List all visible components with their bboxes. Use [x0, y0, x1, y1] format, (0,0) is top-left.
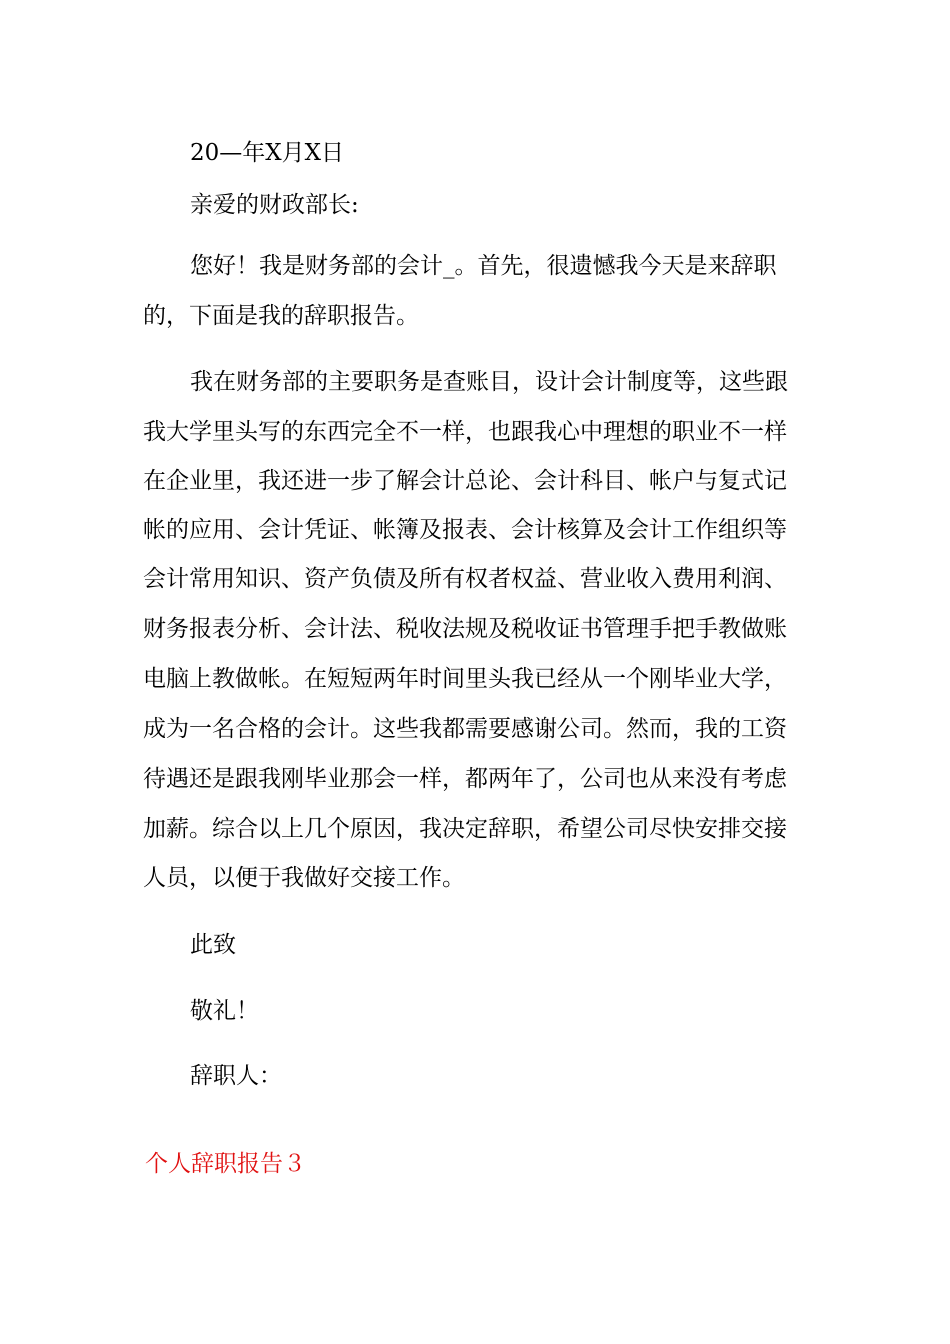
letter-date: 20—年X月X日 — [190, 140, 345, 166]
body-line: 加薪。综合以上几个原因，我决定辞职，希望公司尽快安排交接 — [143, 816, 787, 842]
body-line: 在企业里，我还进一步了解会计总论、会计科目、帐户与复式记 — [143, 468, 787, 494]
letter-salutation: 亲爱的财政部长: — [190, 192, 359, 218]
body-line: 我大学里头写的东西完全不一样，也跟我心中理想的职业不一样 — [143, 419, 787, 445]
body-line: 会计常用知识、资产负债及所有权者权益、营业收入费用利润、 — [143, 566, 787, 592]
intro-line: 您好！我是财务部的会计_。首先，很遗憾我今天是来辞职 — [190, 253, 777, 279]
intro-line: 的，下面是我的辞职报告。 — [143, 303, 419, 329]
signer-label: 辞职人： — [190, 1063, 282, 1089]
body-line: 人员，以便于我做好交接工作。 — [143, 865, 465, 891]
section-heading: 个人辞职报告３ — [145, 1151, 306, 1177]
closing-regards: 敬礼！ — [190, 998, 259, 1024]
body-line: 我在财务部的主要职务是查账目，设计会计制度等，这些跟 — [190, 369, 788, 395]
body-line: 待遇还是跟我刚毕业那会一样，都两年了，公司也从来没有考虑 — [143, 766, 787, 792]
body-line: 财务报表分析、会计法、税收法规及税收证书管理手把手教做账 — [143, 616, 787, 642]
body-line: 电脑上教做帐。在短短两年时间里头我已经从一个刚毕业大学， — [143, 666, 787, 692]
body-line: 成为一名合格的会计。这些我都需要感谢公司。然而，我的工资 — [143, 716, 787, 742]
closing-line: 此致 — [190, 932, 236, 958]
body-line: 帐的应用、会计凭证、帐簿及报表、会计核算及会计工作组织等 — [143, 517, 787, 543]
